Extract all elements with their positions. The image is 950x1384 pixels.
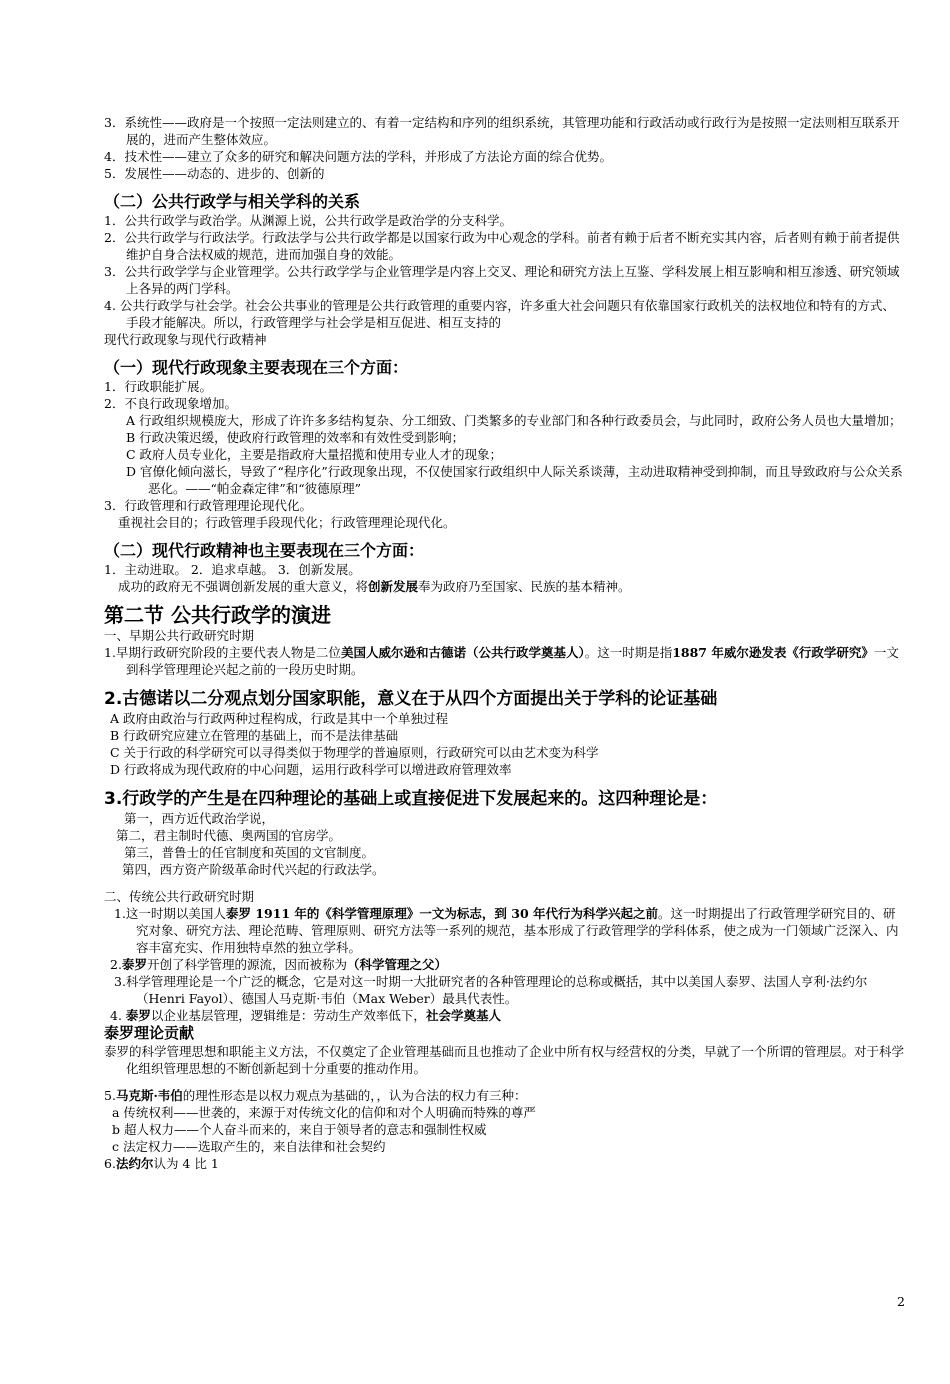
section-heading: 2.古德诺以二分观点划分国家职能，意义在于从四个方面提出关于学科的论证基础 [104, 689, 718, 709]
period-heading: 二、传统公共行政研究时期 [104, 889, 255, 904]
list-item: C 关于行政的科学研究可以寻得类似于物理学的普遍原则，行政研究可以由艺术变为科学 [110, 745, 599, 760]
list-item: 5．发展性——动态的、进步的、创新的 [104, 166, 325, 181]
paragraph [104, 644, 904, 678]
sub-item: D 官僚化倾向滋长，导致了“程序化”行政现象出现，不仅使国家行政组织中人际关系谈薄，主动进取精神受到抑制，而且导致政府与公众关系恶化。——“帕金森定律”和“彼德原理” [126, 464, 903, 496]
sub-item: B 行政决策迟缓，使政府行政管理的效率和有效性受到影响； [126, 430, 465, 445]
text-span: 以企业基层管理，逻辑维是：劳动生产效率低下， [150, 1008, 426, 1023]
bold-text: 泰罗 [125, 1008, 151, 1023]
text-span: 。这一时期提出了行政管理学研究目的、研究对象、研究方法、理论范畴、管理原则、研究方法等一系列的规范，基本形成了行政管理学的学科体系，使之成为一门领域广泛深入、内容丰富充实、作用独特卓然的独立学科。 [136, 906, 899, 955]
bold-text: 马克斯·韦伯 [115, 1088, 183, 1103]
bold-text: 法约尔 [115, 1156, 154, 1171]
text-span: 的理性形态是以权力观点为基础的，，认为合法的权力有三种： [182, 1088, 527, 1103]
list-item: 1．行政职能扩展。 [104, 379, 212, 394]
paragraph [104, 578, 904, 595]
list-item: c 法定权力——选取产生的，来自法律和社会契约 [112, 1139, 386, 1154]
list-item: 1．主动进取。 2．追求卓越。 3．创新发展。 [104, 562, 361, 577]
bold-text: 创新发展 [368, 579, 419, 594]
bold-text: 美国人威尔逊和古德诺（公共行政学奠基人） [340, 645, 585, 660]
text-span: 成功的政府无不强调创新发展的重大意义，将 [118, 579, 369, 594]
section-heading: （一）现代行政现象主要表现在三个方面： [104, 358, 409, 377]
paragraph: 泰罗的科学管理思想和职能主义方法，不仅奠定了企业管理基础而且也推动了企业中所有权与经营权的分类，早就了一个所谓的管理层。对于科学化组织管理思想的不断创新起到十分重要的推动作用。 [104, 1044, 905, 1076]
text-span: 。这一时期是指 [584, 645, 673, 660]
text-span: 4. [110, 1008, 126, 1023]
text-span: 1.这一时期以美国人 [114, 906, 226, 921]
text-span: 2. [110, 957, 122, 972]
section-heading: （二）现代行政精神也主要表现在三个方面： [104, 541, 425, 560]
list-item: 2．公共行政学与行政法学。行政法学与公共行政学都是以国家行政为中心观念的学科。前者有赖于后者不断充实其内容，后者则有赖于前者提供维护自身合法权威的规范，进而加强自身的效能。 [104, 230, 900, 262]
text-span: 1.早期行政研究阶段的主要代表人物是二位 [104, 645, 341, 660]
paragraph [114, 905, 904, 956]
paragraph: 现代行政现象与现代行政精神 [104, 332, 267, 347]
text-span: 奉为政府乃至国家、民族的基本精神。 [418, 579, 631, 594]
list-item: b 超人权力——个人奋斗而来的，来自于领导者的意志和强制性权威 [112, 1122, 487, 1137]
text-span: 认为 4 比 1 [153, 1156, 219, 1171]
list-item: 第三，普鲁士的任官制度和英国的文官制度。 [124, 845, 375, 860]
list-item: A 政府由政治与行政两种过程构成，行政是其中一个单独过程 [110, 711, 449, 726]
list-item: 第四，西方资产阶级革命时代兴起的行政法学。 [122, 862, 385, 877]
list-item: 第二，君主制时代德、奥两国的官房学。 [116, 828, 342, 843]
section-heading: （二）公共行政学与相关学科的关系 [104, 192, 361, 211]
list-item: a 传统权利——世袭的，来源于对传统文化的信仰和对个人明确而特殊的尊严 [112, 1105, 536, 1120]
sub-item: C 政府人员专业化，主要是指政府大量招揽和使用专业人才的现象； [126, 447, 503, 462]
sub-item: A 行政组织规模庞大，形成了许许多多结构复杂、分工细致、门类繁多的专业部门和各种行政委员会，与此同时，政府公务人员也大量增加； [126, 413, 902, 428]
list-item: B 行政研究应建立在管理的基础上，而不是法律基础 [110, 728, 399, 743]
text-span: 开创了科学管理的源流，因而被称为 [146, 957, 347, 972]
list-item: 3．公共行政学学与企业管理学。公共行政学学与企业管理学是内容上交叉、理论和研究方法上互鉴、学科发展上相互影响和相互渗透、研究领域上各异的两门学科。 [104, 264, 900, 296]
list-item: 4．技术性——建立了众多的研究和解决问题方法的学科，并形成了方法论方面的综合优势。 [104, 149, 612, 164]
paragraph: 3.科学管理理论是一个广泛的概念，它是对这一时期一大批研究者的各种管理理论的总称或概括，其中以美国人泰罗、法国人亨利·法约尔（Henri Fayol）、德国人马克斯·韦伯（Max Weber）最具代表性。 [114, 974, 868, 1006]
list-item: 4. 公共行政学与社会学。社会公共事业的管理是公共行政管理的重要内容，许多重大社会问题只有依靠国家行政机关的法权地位和特有的方式、手段才能解决。所以，行政管理学与社会学是相互促进、相互支持的 [104, 298, 895, 330]
section-heading: 泰罗理论贡献 [104, 1024, 195, 1042]
paragraph [104, 1007, 904, 1024]
chapter-title: 第二节 公共行政学的演进 [104, 603, 331, 627]
section-heading: 3.行政学的产生是在四种理论的基础上或直接促进下发展起来的。这四种理论是： [104, 789, 718, 809]
list-item: 1．公共行政学与政治学。从渊源上说，公共行政学是政治学的分支科学。 [104, 213, 512, 228]
list-item: 2．不良行政现象增加。 [104, 396, 237, 411]
bold-text: 社会学奠基人 [425, 1008, 501, 1023]
list-item: 第一，西方近代政治学说， [124, 811, 275, 826]
list-item: 3．系统性——政府是一个按照一定法则建立的、有着一定结构和序列的组织系统，其管理功能和行政活动或行政行为是按照一定法则相互联系开展的，进而产生整体效应。 [104, 115, 900, 147]
period-heading: 一、早期公共行政研究时期 [104, 628, 255, 643]
paragraph [104, 1155, 904, 1172]
text-span: 一文到科学管理理论兴起之前的一段历史时期。 [126, 645, 899, 677]
list-item: D 行政将成为现代政府的中心问题，运用行政科学可以增进政府管理效率 [110, 762, 512, 777]
paragraph: 重视社会目的；行政管理手段现代化；行政管理理论现代化。 [118, 515, 456, 530]
text-span: 5. [104, 1088, 116, 1103]
paragraph [104, 1087, 904, 1104]
list-item: 3．行政管理和行政管理理论现代化。 [104, 498, 312, 513]
document-page [104, 114, 904, 1172]
bold-text: 1887 年威尔逊发表《行政学研究》 [672, 645, 874, 660]
paragraph [104, 956, 904, 973]
page-number: 2 [897, 1294, 905, 1309]
bold-text: 泰罗 1911 年的《科学管理原理》一文为标志，到 30 年代行为科学兴起之前 [225, 906, 659, 921]
text-span: 6. [104, 1156, 116, 1171]
bold-text: （科学管理之父） [346, 957, 447, 972]
bold-text: 泰罗 [121, 957, 147, 972]
